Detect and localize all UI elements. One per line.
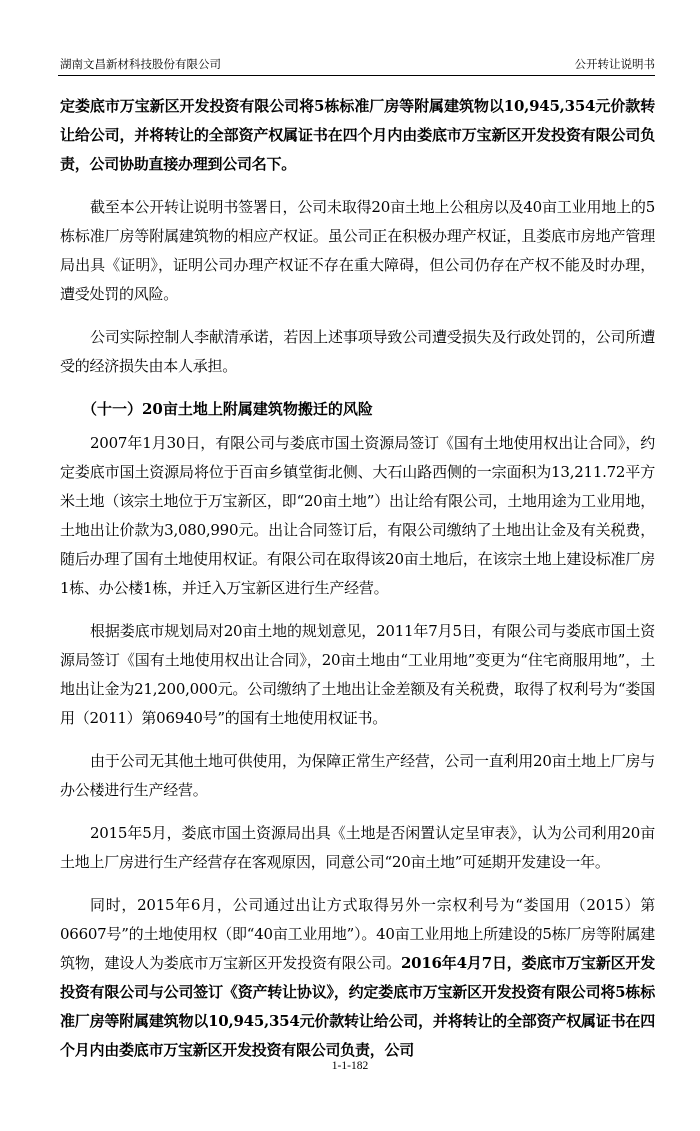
paragraph-idle-land-2015: 2015年5月，娄底市国土资源局出具《土地是否闲置认定呈审表》，认为公司利用20亩土地上厂房进行生产经营存在客观原因，同意公司“20亩土地”可延期开发建设一年。	[60, 824, 655, 871]
paragraph-production-use: 由于公司无其他土地可供使用，为保障正常生产经营，公司一直利用20亩土地上厂房与办公楼进行生产经营。	[60, 752, 655, 799]
page-header	[60, 56, 655, 72]
paragraph-controller-commitment: 公司实际控制人李献清承诺，若因上述事项导致公司遭受损失及行政处罚的，公司所遭受的经济损失由本人承担。	[60, 328, 655, 375]
paragraph-asset-transfer	[60, 891, 655, 1065]
page-body	[60, 92, 655, 1079]
paragraph-property-certificate: 截至本公开转让说明书签署日，公司未取得20亩土地上公租房以及40亩工业用地上的5栋标准厂房等附属建筑物的相应产权证。虽公司正在积极办理产权证，且娄底市房地产管理局出具《证明》，证明公司办理产权证不存在重大障碍，但公司仍存在产权不能及时办理，遭受处罚的风险。	[60, 198, 655, 303]
paragraph-continuation: 定娄底市万宝新区开发投资有限公司将5栋标准厂房等附属建筑物以10,945,354元价款转让给公司，并将转让的全部资产权属证书在四个月内由娄底市万宝新区开发投资有限公司负责，公司协助直接办理到公司名下。	[60, 97, 655, 173]
header-company-name: 湖南文昌新材科技股份有限公司	[60, 57, 221, 71]
paragraph-land-contract-2007: 2007年1月30日，有限公司与娄底市国土资源局签订《国有土地使用权出让合同》，约定娄底市国土资源局将位于百亩乡镇堂街北侧、大石山路西侧的一宗面积为13,211.72平方米土地（该宗土地位于万宝新区，即“20亩土地”）出让给有限公司，土地用途为工业用地，土地出让价款为3,080,990元。出让合同签订后，有限公司缴纳了土地出让金及有关税费，随后办理了国有土地使用权证。有限公司在取得该20亩土地后，在该宗土地上建设标准厂房1栋、办公楼1栋，并迁入万宝新区进行生产经营。	[60, 434, 655, 597]
header-divider	[58, 75, 655, 76]
asset-transfer-bold-text: 2016年4月7日，娄底市万宝新区开发投资有限公司与公司签订《资产转让协议》，约定娄底市万宝新区开发投资有限公司将5栋标准厂房等附属建筑物以10,945,354元价款转让给公司，并将转让的全部资产权属证书在四个月内由娄底市万宝新区开发投资有限公司负责，公司	[60, 954, 655, 1059]
section-heading: （十一）20亩土地上附属建筑物搬迁的风险	[82, 400, 373, 418]
paragraph-land-contract-2011: 根据娄底市规划局对20亩土地的规划意见，2011年7月5日，有限公司与娄底市国土资源局签订《国有土地使用权出让合同》，20亩土地由“工业用地”变更为“住宅商服用地”，土地出让金为21,200,000元。公司缴纳了土地出让金差额及有关税费，取得了权利号为“娄国用（2011）第06940号”的国有土地使用权证书。	[60, 622, 655, 727]
header-document-title: 公开转让说明书	[574, 57, 655, 71]
page-number: 1-1-182	[331, 1060, 369, 1072]
asset-transfer-normal-text: 同时，2015年6月，公司通过出让方式取得另外一宗权利号为“娄国用（2015）第06607号”的土地使用权（即“40亩工业用地”）。40亩工业用地上所建设的5栋厂房等附属建筑物，建设人为娄底市万宝新区开发投资有限公司。	[60, 896, 655, 972]
